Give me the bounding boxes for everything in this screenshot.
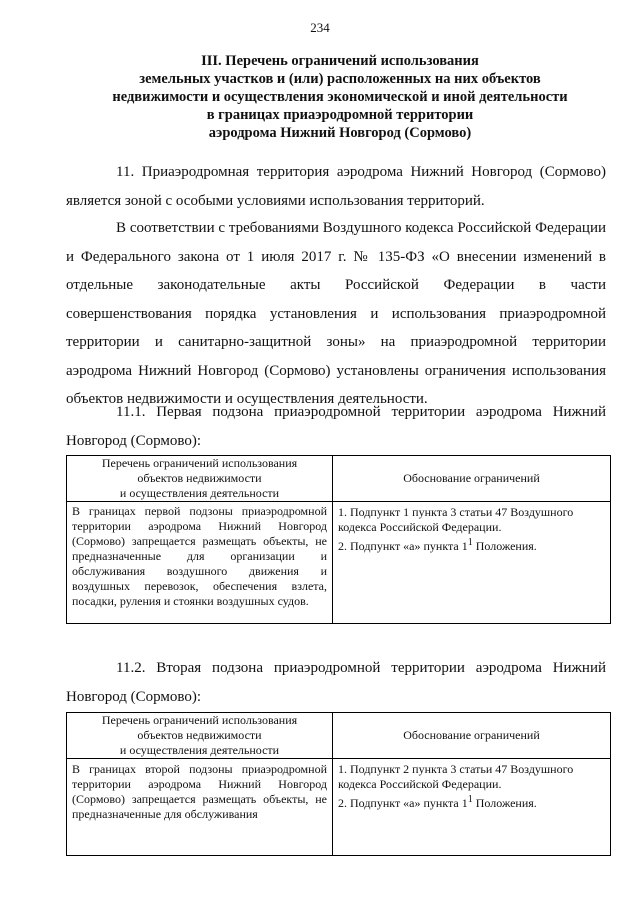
first-subzone-table — [66, 455, 611, 624]
section-title-line: аэродрома Нижний Новгород (Сормово) — [208, 125, 472, 141]
restriction-cell: В границах второй подзоны приаэродромной территории аэродрома Нижний Новгород (Сормово) запрещается размещать объекты, не предназначенные для обслуживания — [67, 759, 333, 856]
basis-item: 2. Подпункт «а» пункта $1^1$ Положения. — [338, 794, 537, 810]
basis-column-header: Обоснование ограничений — [333, 456, 611, 502]
section-title-line: в границах приаэродромной территории — [206, 107, 474, 123]
restrictions-column-header: Перечень ограничений использования объектов недвижимости и осуществления деятельности — [67, 713, 333, 759]
table-row — [67, 759, 611, 856]
paragraph-11: 11. Приаэродромная территория аэродрома Нижний Новгород (Сормово) является зоной с особыми условиями использования территорий. — [66, 164, 606, 209]
section-title-line: недвижимости и осуществления экономической и иной деятельности — [112, 89, 568, 105]
section-title — [60, 52, 620, 142]
restrictions-column-header: Перечень ограничений использования объектов недвижимости и осуществления деятельности — [67, 456, 333, 502]
basis-item: 1. Подпункт 2 пункта 3 статьи 47 Воздушного кодекса Российской Федерации. — [338, 762, 574, 791]
table-header-row — [67, 713, 611, 759]
section-title-line: III. Перечень ограничений использования — [201, 53, 479, 69]
paragraph-11-2: 11.2. Вторая подзона приаэродромной территории аэродрома Нижний Новгород (Сормово): — [66, 660, 606, 705]
basis-cell — [333, 759, 611, 856]
basis-item: 2. Подпункт «а» пункта $1^1$ Положения. — [338, 537, 537, 553]
table-row — [67, 502, 611, 624]
basis-column-header: Обоснование ограничений — [333, 713, 611, 759]
table-header-row — [67, 456, 611, 502]
paragraph-legal-basis: В соответствии с требованиями Воздушного кодекса Российской Федерации и Федерального закона от 1 июля 2017 г. № 135-ФЗ «О внесении изменений в отдельные законодательные акты Российской Федерации в части совершенствования порядка установления и использования приаэродромной территории и санитарно-защитной зоны» на приаэродромной территории аэродрома Нижний Новгород (Сормово) установлены ограничения использования объектов недвижимости и осуществления деятельности. — [66, 220, 606, 407]
paragraph-11-1: 11.1. Первая подзона приаэродромной территории аэродрома Нижний Новгород (Сормово): — [66, 404, 606, 449]
section-title-line: земельных участков и (или) расположенных на них объектов — [139, 71, 541, 87]
second-subzone-table — [66, 712, 611, 856]
basis-cell — [333, 502, 611, 624]
page-number: 234 — [310, 20, 330, 35]
restriction-cell: В границах первой подзоны приаэродромной территории аэродрома Нижний Новгород (Сормово) запрещается размещать объекты, не предназначенные для организации и обслуживания воздушного движения и воздушных перевозок, обеспечения взлета, посадки, руления и стоянки воздушных судов. — [67, 502, 333, 624]
basis-item: 1. Подпункт 1 пункта 3 статьи 47 Воздушного кодекса Российской Федерации. — [338, 505, 574, 534]
